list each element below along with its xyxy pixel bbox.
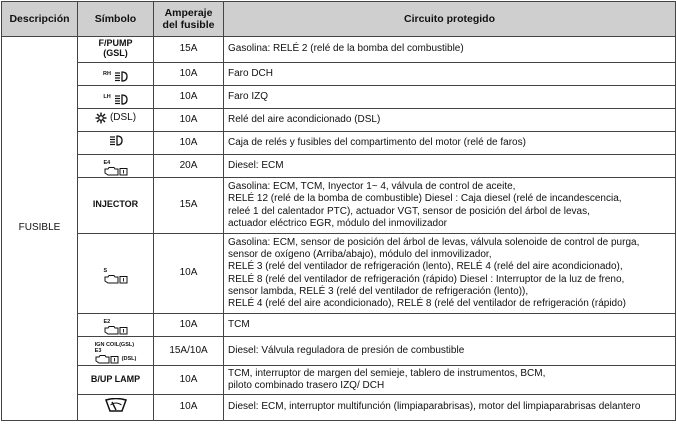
header-symbol: Símbolo <box>78 2 154 37</box>
air-conditioning-symbol-text: (DSL) <box>109 111 137 123</box>
circuit-cell: Caja de relés y fusibles del compartimento del motor (relé de faros) <box>224 132 676 155</box>
symbol-cell <box>78 86 154 109</box>
engine-icon <box>95 354 119 364</box>
description-cell: FUSIBLE <box>2 37 78 421</box>
headlamp-side-label: RH <box>103 70 111 77</box>
engine-symbol-label: E2 <box>103 319 111 325</box>
symbol-cell <box>78 37 154 63</box>
headlamp-icon <box>114 71 128 82</box>
diesel-suffix-label: (DSL) <box>121 356 137 362</box>
table-row <box>2 37 676 63</box>
circuit-cell: TCM, interruptor de margen del semieje, tablero de instrumentos, BCM, piloto combinado trasero IZQ/ DCH <box>224 366 676 395</box>
table-row <box>2 337 676 366</box>
amperage-cell: 15A <box>154 37 224 63</box>
symbol-cell <box>78 314 154 337</box>
symbol-cell <box>78 337 154 366</box>
backup-lamp-symbol: B/UP LAMP <box>90 373 141 384</box>
amperage-cell: 10A <box>154 86 224 109</box>
symbol-cell <box>78 63 154 86</box>
header-amperage: Amperaje del fusible <box>154 2 224 37</box>
table-row <box>2 314 676 337</box>
symbol-cell <box>78 395 154 421</box>
table-row <box>2 63 676 86</box>
table-row <box>2 234 676 314</box>
amperage-cell: 10A <box>154 234 224 314</box>
symbol-cell <box>78 109 154 132</box>
fuse-table <box>1 1 676 421</box>
table-header-row <box>2 2 676 37</box>
fuel-pump-symbol: F/PUMP (GSL) <box>98 38 133 59</box>
table-row <box>2 178 676 234</box>
table-row <box>2 132 676 155</box>
circuit-cell: TCM <box>224 314 676 337</box>
table-row <box>2 395 676 421</box>
circuit-cell: Diesel: Válvula reguladora de presión de combustible <box>224 337 676 366</box>
engine-icon <box>104 274 128 284</box>
symbol-cell <box>78 132 154 155</box>
circuit-cell: Gasolina: RELÉ 2 (relé de la bomba del combustible) <box>224 37 676 63</box>
table-row <box>2 366 676 395</box>
circuit-cell: Faro DCH <box>224 63 676 86</box>
circuit-cell: Diesel: ECM, interruptor multifunción (limpiaparabrisas), motor del limpiaparabrisas delantero <box>224 395 676 421</box>
ign-coil-label: IGN COIL(GSL) <box>94 342 135 348</box>
symbol-cell <box>78 234 154 314</box>
symbol-cell <box>78 178 154 234</box>
air-conditioning-icon <box>95 112 107 124</box>
amperage-cell: 10A <box>154 132 224 155</box>
amperage-cell: 15A/10A <box>154 337 224 366</box>
engine-icon <box>104 166 128 176</box>
amperage-cell: 10A <box>154 395 224 421</box>
headlamp-icon <box>114 94 128 105</box>
engine-symbol-label: S <box>103 267 108 274</box>
amperage-cell: 10A <box>154 366 224 395</box>
circuit-cell: Diesel: ECM <box>224 155 676 178</box>
wiper-icon <box>105 398 127 412</box>
engine-symbol-label: E4 <box>103 160 111 166</box>
amperage-cell: 10A <box>154 109 224 132</box>
circuit-cell: Relé del aire acondicionado (DSL) <box>224 109 676 132</box>
engine-symbol-label: E3 <box>94 348 102 354</box>
circuit-cell: Gasolina: ECM, TCM, Inyector 1~ 4, válvula de control de aceite, RELÉ 12 (relé de la bomba de combustible) Diesel : Caja diesel (relé de incandescencia, releé 1 del calentador PTC), actuador VGT, sensor de posición del árbol de levas, actuador eléctrico EGR, módulo del inmovilizador <box>224 178 676 234</box>
table-row <box>2 155 676 178</box>
headlamp-side-label: LH <box>103 93 111 100</box>
amperage-cell: 15A <box>154 178 224 234</box>
amperage-cell: 10A <box>154 63 224 86</box>
engine-icon <box>104 325 128 335</box>
symbol-cell <box>78 155 154 178</box>
table-row <box>2 109 676 132</box>
header-circuit: Circuito protegido <box>224 2 676 37</box>
table-row <box>2 86 676 109</box>
amperage-cell: 10A <box>154 314 224 337</box>
injector-symbol: INJECTOR <box>92 199 139 210</box>
header-description: Descripción <box>2 2 78 37</box>
circuit-cell: Gasolina: ECM, sensor de posición del árbol de levas, válvula solenoide de control de purga, sensor de oxígeno (Arriba/abajo), módulo del inmovilizador, RELÉ 3 (relé del ventilador de refrigeración (lento), RELÉ 4 (relé del aire acondicionado), RELÉ 8 (relé del ventilador de refrigeración (rápido) Diesel : Interruptor de la luz de freno, sensor lambda, RELÉ 3 (relé del ventilador de refrigeración (lento)), RELÉ 4 (relé del aire acondicionado), RELÉ 8 (relé del ventilador de refrigeración (rápido) <box>224 234 676 314</box>
symbol-cell <box>78 366 154 395</box>
circuit-cell: Faro IZQ <box>224 86 676 109</box>
amperage-cell: 20A <box>154 155 224 178</box>
headlamp-icon <box>109 135 123 146</box>
